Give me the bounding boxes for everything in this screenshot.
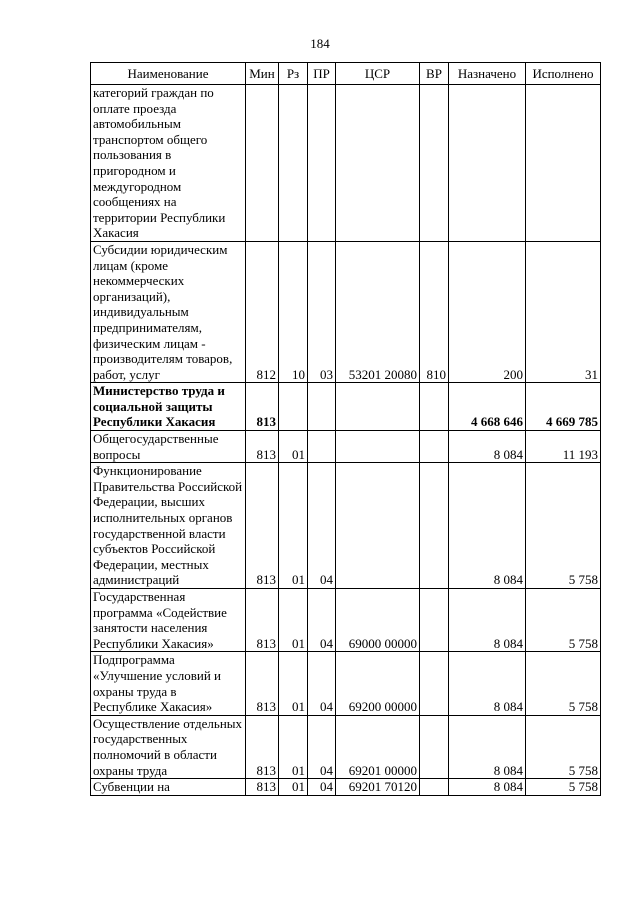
row-csr xyxy=(336,431,420,463)
row-pr: 04 xyxy=(308,589,336,652)
row-pr xyxy=(308,431,336,463)
row-assigned xyxy=(449,85,526,242)
row-executed: 31 xyxy=(526,241,601,382)
table-row xyxy=(91,715,601,778)
row-name: категорий граждан по оплате проезда автомобильным транспортом общего пользования в пригородном и междугородном сообщениях на территории Республики Хакасия xyxy=(91,85,246,242)
row-vr xyxy=(420,589,449,652)
row-pr: 04 xyxy=(308,652,336,715)
row-vr xyxy=(420,652,449,715)
page-number: 184 xyxy=(310,36,330,51)
row-csr: 69201 00000 xyxy=(336,715,420,778)
row-pr: 04 xyxy=(308,463,336,589)
table-row xyxy=(91,383,601,431)
row-rz xyxy=(279,85,308,242)
budget-table xyxy=(90,62,601,796)
row-name: Функционирование Правительства Российской Федерации, высших исполнительных органов государственной власти субъектов Российской Федерации, местных администраций xyxy=(91,463,246,589)
header-min: Мин xyxy=(246,63,279,85)
table-row xyxy=(91,779,601,796)
row-rz: 01 xyxy=(279,652,308,715)
row-pr: 03 xyxy=(308,241,336,382)
row-rz xyxy=(279,383,308,431)
row-assigned: 8 084 xyxy=(449,779,526,796)
row-name: Субсидии юридическим лицам (кроме некоммерческих организаций), индивидуальным предпринимателям, физическим лицам - производителям товаров, работ, услуг xyxy=(91,241,246,382)
row-vr: 810 xyxy=(420,241,449,382)
row-pr: 04 xyxy=(308,715,336,778)
row-csr: 53201 20080 xyxy=(336,241,420,382)
row-assigned: 8 084 xyxy=(449,652,526,715)
row-vr xyxy=(420,431,449,463)
row-name: Общегосударственные вопросы xyxy=(91,431,246,463)
table-row xyxy=(91,85,601,242)
table-row xyxy=(91,241,601,382)
table-header-row xyxy=(91,63,601,85)
row-rz: 01 xyxy=(279,589,308,652)
row-min: 813 xyxy=(246,589,279,652)
header-csr: ЦСР xyxy=(336,63,420,85)
row-csr xyxy=(336,383,420,431)
row-min: 813 xyxy=(246,463,279,589)
row-rz: 01 xyxy=(279,431,308,463)
row-vr xyxy=(420,463,449,589)
header-pr: ПР xyxy=(308,63,336,85)
row-vr xyxy=(420,715,449,778)
row-min: 813 xyxy=(246,715,279,778)
row-pr xyxy=(308,85,336,242)
row-name: Подпрограмма «Улучшение условий и охраны труда в Республике Хакасия» xyxy=(91,652,246,715)
row-min: 812 xyxy=(246,241,279,382)
row-executed: 5 758 xyxy=(526,463,601,589)
row-assigned: 8 084 xyxy=(449,589,526,652)
table-row xyxy=(91,589,601,652)
table-row xyxy=(91,431,601,463)
header-rz: Рз xyxy=(279,63,308,85)
row-assigned: 8 084 xyxy=(449,431,526,463)
row-min: 813 xyxy=(246,652,279,715)
row-assigned: 8 084 xyxy=(449,463,526,589)
header-name: Наименование xyxy=(91,63,246,85)
header-vr: ВР xyxy=(420,63,449,85)
row-rz: 01 xyxy=(279,779,308,796)
row-rz: 01 xyxy=(279,463,308,589)
row-pr: 04 xyxy=(308,779,336,796)
row-min: 813 xyxy=(246,383,279,431)
header-executed: Исполнено xyxy=(526,63,601,85)
header-assigned: Назначено xyxy=(449,63,526,85)
row-csr: 69201 70120 xyxy=(336,779,420,796)
row-rz: 01 xyxy=(279,715,308,778)
row-name: Субвенции на xyxy=(91,779,246,796)
row-executed: 5 758 xyxy=(526,589,601,652)
row-min xyxy=(246,85,279,242)
row-executed: 4 669 785 xyxy=(526,383,601,431)
row-pr xyxy=(308,383,336,431)
row-min: 813 xyxy=(246,431,279,463)
row-executed: 11 193 xyxy=(526,431,601,463)
row-csr xyxy=(336,85,420,242)
row-vr xyxy=(420,779,449,796)
row-name: Осуществление отдельных государственных полномочий в области охраны труда xyxy=(91,715,246,778)
row-vr xyxy=(420,85,449,242)
row-csr: 69000 00000 xyxy=(336,589,420,652)
table-row xyxy=(91,652,601,715)
row-executed: 5 758 xyxy=(526,715,601,778)
row-name: Министерство труда и социальной защиты Республики Хакасия xyxy=(91,383,246,431)
row-name: Государственная программа «Содействие занятости населения Республики Хакасия» xyxy=(91,589,246,652)
table-row xyxy=(91,463,601,589)
row-csr xyxy=(336,463,420,589)
row-assigned: 200 xyxy=(449,241,526,382)
row-executed: 5 758 xyxy=(526,652,601,715)
row-assigned: 4 668 646 xyxy=(449,383,526,431)
row-csr: 69200 00000 xyxy=(336,652,420,715)
row-min: 813 xyxy=(246,779,279,796)
row-executed xyxy=(526,85,601,242)
row-rz: 10 xyxy=(279,241,308,382)
row-vr xyxy=(420,383,449,431)
row-assigned: 8 084 xyxy=(449,715,526,778)
row-executed: 5 758 xyxy=(526,779,601,796)
